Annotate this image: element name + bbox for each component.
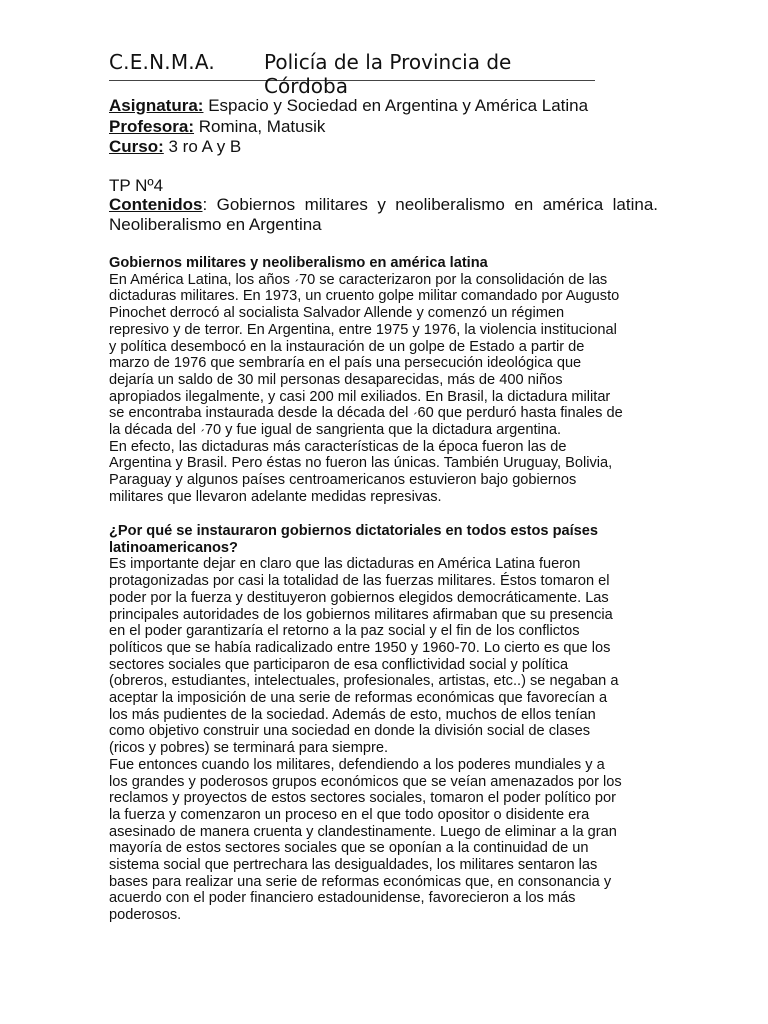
assignment-number: TP Nº4 <box>109 176 164 195</box>
paragraph-line: los más pudientes de la sociedad. Además de esto, muchos de ellos tenían <box>109 706 596 723</box>
paragraph-line: (obreros, estudiantes, intelectuales, profesionales, artistas, etc..) se negaban a <box>109 673 619 690</box>
paragraph-line: bases para realizar una serie de reformas económicas que, en consonancia y <box>109 873 612 890</box>
paragraph-line: como objetivo construir una sociedad en donde la división social de clases <box>109 723 591 740</box>
course-row <box>109 137 588 158</box>
paragraph-line: (ricos y pobres) se terminará para siempre. <box>109 740 388 757</box>
paragraph-line: dejaría un saldo de 30 mil personas desaparecidas, más de 400 niños <box>109 371 563 388</box>
section-military-governments <box>109 255 658 506</box>
section-heading-continued: latinoamericanos? <box>109 539 238 556</box>
section-heading: Gobiernos militares y neoliberalismo en américa latina <box>109 255 488 271</box>
paragraph-line: dictaduras militares. En 1973, un cruento golpe militar comandado por Augusto <box>109 288 620 305</box>
contents-label: Contenidos <box>109 195 203 214</box>
paragraph-line: En América Latina, los años 70 se caracterizaron por la consolidación de las <box>109 271 608 288</box>
paragraph-line: protagonizadas por casi la totalidad de las fuerzas militares. Éstos tomaron el <box>109 573 610 590</box>
paragraph-line: Paraguay y algunos países centroamericanos estuvieron bajo gobiernos <box>109 472 577 489</box>
teacher-row <box>109 117 588 138</box>
paragraph-line: Fue entonces cuando los militares, defendiendo a los poderes mundiales y a <box>109 756 605 773</box>
contents-text: : Gobiernos militares y neoliberalismo en américa latina. Neoliberalismo en Argentina <box>109 195 658 234</box>
paragraph-line: y política desembocó en la instauración de un golpe de Estado a partir de <box>109 338 585 355</box>
paragraph-line: represivo y de terror. En Argentina, entre 1975 y 1976, la violencia institucional <box>109 321 617 338</box>
institution-name: Policía de la Provincia de Córdoba <box>264 50 512 98</box>
contents-block <box>109 195 658 235</box>
paragraph-line: mayoría de estos sectores sociales que se oponían a la continuidad de un <box>109 840 589 857</box>
paragraph-line: sistema social que pertrechara las desigualdades, los militares sentaron las <box>109 857 598 874</box>
paragraph-line: marzo de 1976 que sembraría en el país una persecución ideológica que <box>109 355 582 372</box>
paragraph-line: asesinado de manera cruenta y clandestinamente. Luego de eliminar a la gran <box>109 823 617 840</box>
subject-label: Asignatura: <box>109 96 204 115</box>
page-header <box>109 50 595 98</box>
paragraph-line: la fuerza y comenzaron un proceso en el que todo opositor o disidente era <box>109 806 590 823</box>
teacher-label: Profesora: <box>109 116 195 136</box>
paragraph-line: militares que llevaron adelante medidas represivas. <box>109 488 442 505</box>
paragraph-line: los grandes y poderosos grupos económicos que se veían amenazados por los <box>109 773 622 790</box>
course-value: 3 ro A y B <box>163 137 242 156</box>
course-info <box>109 96 588 158</box>
paragraph-line: poder por la fuerza y destituyeron gobiernos elegidos democráticamente. Las <box>109 589 609 606</box>
paragraph-line: poderosos. <box>109 907 182 924</box>
paragraph-line: reclamos y proyectos de estos sectores sociales, tomaron el poder político por <box>109 790 616 807</box>
paragraph-line: principales autoridades de los gobiernos militares afirmaban que su presencia <box>109 606 613 623</box>
paragraph-line: sectores sociales que participaron de esa conflictividad social y política <box>109 656 569 673</box>
section-why-dictatorships <box>109 523 658 924</box>
paragraph-line: se encontraba instaurada desde la década del 60 que perduró hasta finales de <box>109 405 623 422</box>
course-label: Curso: <box>109 137 164 156</box>
paragraph-line: Pinochet derrocó al socialista Salvador Allende y comenzó un régimen <box>109 305 565 322</box>
paragraph-line: acuerdo con el poder financiero estadounidense, favorecieron a los más <box>109 890 576 907</box>
paragraph-line: En efecto, las dictaduras más características de la época fueron las de <box>109 438 567 455</box>
paragraph-line: Es importante dejar en claro que las dictaduras en América Latina fueron <box>109 556 581 573</box>
paragraph-line: Argentina y Brasil. Pero éstas no fueron las únicas. También Uruguay, Bolivia, <box>109 455 613 472</box>
school-name: C.E.N.M.A. <box>109 50 215 74</box>
paragraph-line: aceptar la imposición de una serie de reformas económicas que favorecían a <box>109 690 608 707</box>
paragraph-line: apropiados ilegalmente, y casi 200 mil exiliados. En Brasil, la dictadura militar <box>109 388 611 405</box>
teacher-value: Romina, Matusik <box>194 116 326 136</box>
paragraph-line: en el poder garantizaría el retorno a la paz social y el fin de los conflictos <box>109 623 580 640</box>
subject-row <box>109 96 588 117</box>
section-heading: ¿Por qué se instauraron gobiernos dictatoriales en todos estos países <box>109 523 599 539</box>
paragraph-line: la década del 70 y fue igual de sangrienta que la dictadura argentina. <box>109 422 562 439</box>
subject-value: Espacio y Sociedad en Argentina y América Latina <box>203 96 589 115</box>
paragraph-line: políticos que se había radicalizado entre 1950 y 1960-70. Lo cierto es que los <box>109 639 611 656</box>
